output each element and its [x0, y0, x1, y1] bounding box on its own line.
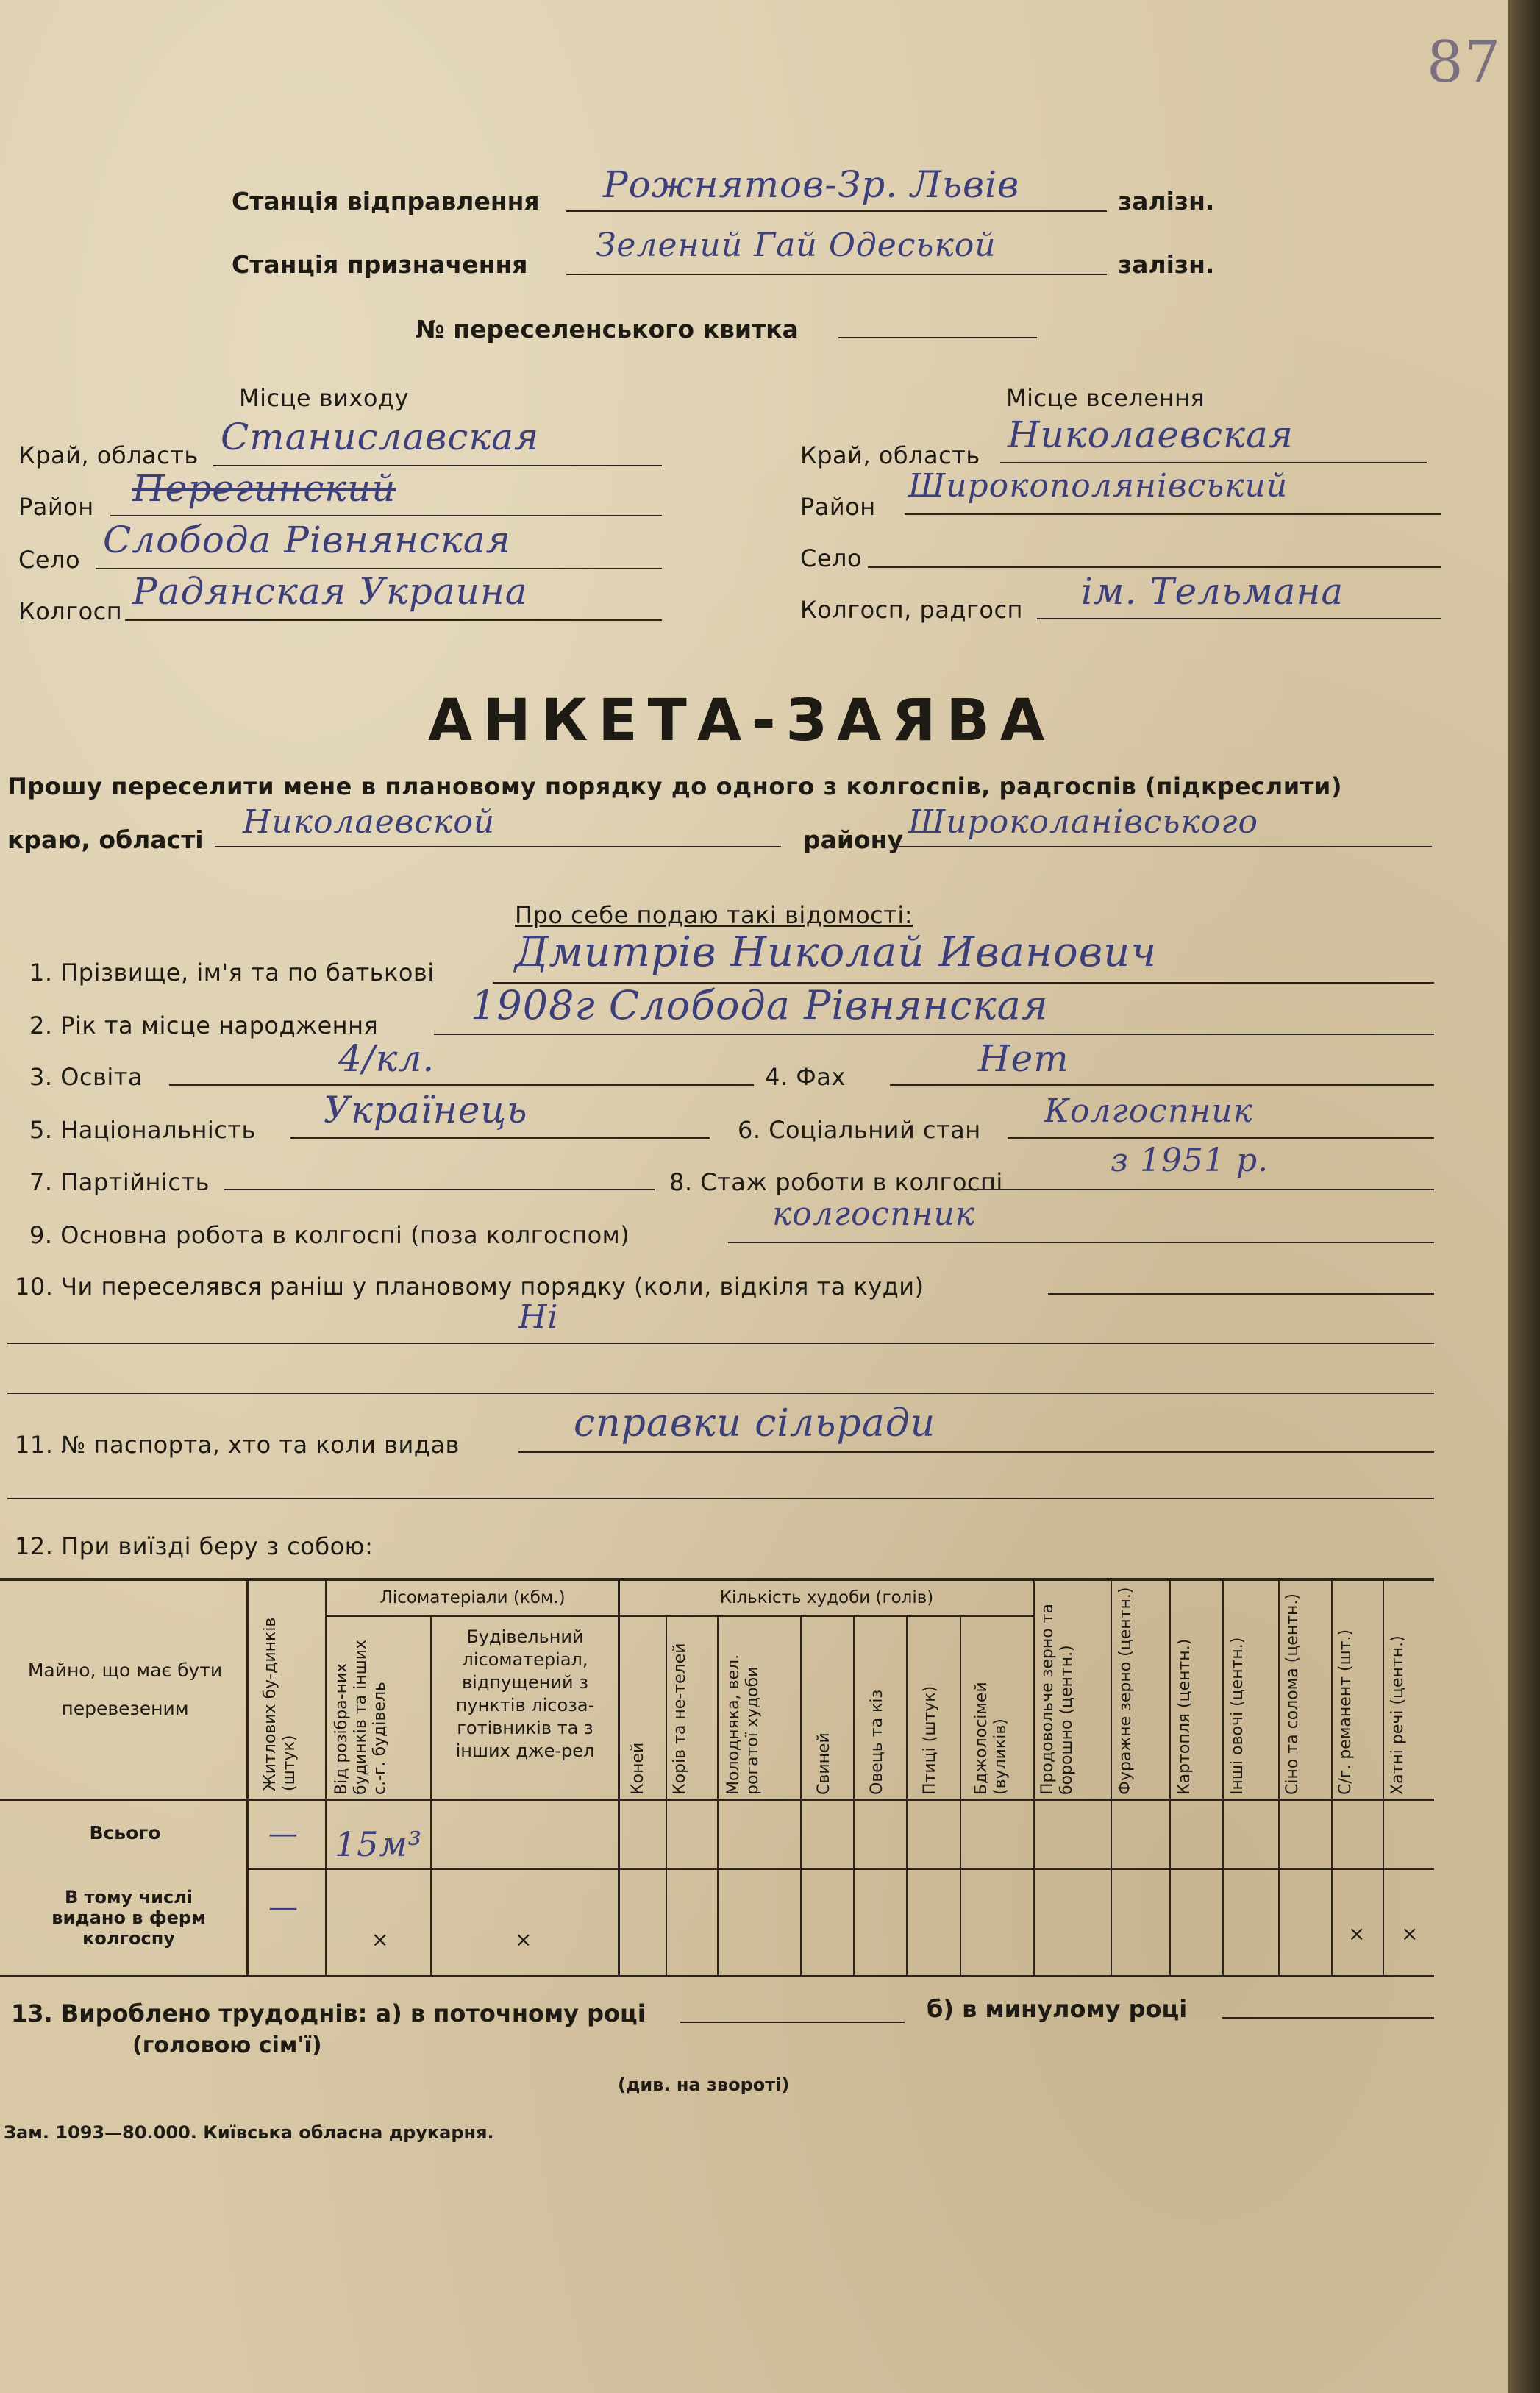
f7-label: 7. Партійність [29, 1168, 210, 1196]
col-building-timber: Будівельний лісоматеріал, відпущений з пунктів лісоза-готівників та з інших дже-рел [455, 1626, 595, 1761]
col-rule [1383, 1578, 1384, 1975]
origin-kolhosp-label: Колгосп [18, 597, 123, 625]
origin-region-line [213, 465, 662, 466]
dest-kolhosp-label: Колгосп, радгосп [800, 596, 1023, 624]
col-equipment: С/г. реманент (шт.) [1336, 1629, 1355, 1795]
col-hay: Сіно та солома (центн.) [1283, 1593, 1302, 1795]
ticket-line [838, 337, 1037, 338]
f1-value: Дмитрів Николай Иванович [515, 928, 1158, 976]
f13-b-label: б) в минулому році [927, 1995, 1188, 2023]
dest-village-line [868, 566, 1441, 568]
col-rule [1278, 1578, 1280, 1975]
col-rule [800, 1617, 802, 1975]
livestock-group-header: Кількість худоби (голів) [719, 1588, 934, 1607]
f11-label: 11. № паспорта, хто та коли видав [15, 1431, 460, 1459]
f11-line [518, 1451, 1434, 1453]
table-row-rule [246, 1868, 1434, 1870]
col-vegetables: Інші овочі (центн.) [1228, 1637, 1247, 1795]
x-mark: × [1348, 1921, 1366, 1946]
dest-district-line [905, 513, 1441, 515]
col-young-cattle: Молодняка, вел. рогатої худоби [724, 1654, 762, 1795]
col-dismantled: Від розібра-них будинків та інших с.-г. будівель [332, 1639, 389, 1795]
col-rule [618, 1578, 620, 1975]
total-housing-value: — [268, 1817, 299, 1851]
f7-line [224, 1189, 655, 1190]
row-total-label: Всього [89, 1822, 161, 1843]
request-region-label: краю, області [7, 825, 204, 854]
destination-suffix: залізн. [1118, 250, 1215, 279]
f8-line [958, 1189, 1434, 1190]
x-mark: × [1401, 1921, 1419, 1946]
scan-edge [1508, 0, 1540, 2393]
livestock-group-rule [618, 1615, 1033, 1617]
see-reverse: (див. на звороті) [618, 2074, 790, 2095]
origin-district-label: Район [18, 493, 94, 521]
departure-value: Рожнятов-Зр. Львів [603, 163, 1020, 206]
col-rule [1222, 1578, 1224, 1975]
dest-kolhosp-value: ім. Тельмана [1081, 570, 1344, 613]
request-line: Прошу переселити мене в плановому порядку до одного з колгоспів, радгоспів (підкреслити) [7, 772, 1343, 800]
request-region-line [215, 846, 781, 847]
dest-village-label: Село [800, 544, 863, 572]
f2-label: 2. Рік та місце народження [29, 1011, 379, 1039]
f13-label: 13. Вироблено трудоднів: а) в поточному році [11, 1999, 646, 2027]
f9-line [728, 1242, 1434, 1243]
ticket-label: № переселенського квитка [416, 315, 799, 344]
destination-value: Зелений Гай Одеськой [596, 227, 997, 264]
timber-group-header: Лісоматеріали (кбм.) [379, 1588, 566, 1607]
col-sheep: Овець та кіз [868, 1689, 886, 1795]
col-cows: Корів та не-телей [671, 1643, 689, 1795]
f3-line [169, 1084, 754, 1086]
dest-kolhosp-line [1037, 618, 1441, 619]
f11-line-2 [7, 1498, 1434, 1499]
page-corner-number: 87 [1427, 29, 1502, 96]
f1-label: 1. Прізвище, ім'я та по батькові [29, 959, 435, 986]
col-household: Хатні речі (центн.) [1389, 1635, 1407, 1795]
col-rule [960, 1617, 961, 1975]
f10-line-2 [7, 1343, 1434, 1344]
request-district-line [899, 846, 1432, 847]
col-rule [666, 1617, 667, 1975]
f3-label: 3. Освіта [29, 1063, 143, 1091]
col-rule [1331, 1578, 1333, 1975]
f10-label: 10. Чи переселявся раніш у плановому порядку (коли, відкіля та куди) [15, 1273, 924, 1301]
f10-value: Ні [518, 1298, 559, 1336]
f8-label: 8. Стаж роботи в колгоспі [669, 1168, 1003, 1196]
f13-line-b [1222, 2017, 1434, 2019]
col-rule [717, 1617, 719, 1975]
col-horses: Коней [629, 1742, 647, 1795]
col-rule [430, 1617, 432, 1975]
dest-district-label: Район [800, 493, 876, 521]
origin-village-line [96, 568, 662, 569]
col-rule [1033, 1578, 1035, 1975]
dest-region-value: Николаевская [1008, 413, 1294, 456]
origin-village-value: Слобода Рівнянская [103, 519, 511, 561]
table-bottom-rule [0, 1975, 1434, 1977]
departure-line [566, 210, 1107, 212]
table-row-header: Майно, що має бути перевезеним [27, 1660, 223, 1719]
col-rule [1169, 1578, 1171, 1975]
f9-label: 9. Основна робота в колгоспі (поза колгоспом) [29, 1221, 630, 1249]
origin-kolhosp-value: Радянская Украина [132, 570, 528, 613]
origin-district-value: Перегинский [132, 467, 396, 510]
col-birds: Птиці (штук) [921, 1685, 939, 1795]
f2-value: 1908г Слобода Рівнянская [471, 982, 1049, 1028]
col-rule [246, 1578, 249, 1975]
dest-region-line [1000, 462, 1427, 463]
page-title: АНКЕТА-ЗАЯВА [428, 688, 1055, 754]
f9-value: колгоспник [772, 1195, 976, 1233]
dest-district-value: Широкополянівський [908, 467, 1288, 505]
f6-line [1008, 1137, 1434, 1139]
f4-line [890, 1084, 1434, 1086]
f5-label: 5. Національність [29, 1116, 256, 1144]
issued-housing-value: — [268, 1891, 299, 1924]
origin-district-line [110, 515, 662, 516]
total-dismantled-value: 15м³ [335, 1824, 423, 1864]
f3-value: 4/кл. [338, 1037, 435, 1080]
departure-label: Станція відправлення [232, 187, 540, 216]
request-district-value: Широколанівського [908, 803, 1258, 841]
col-rule [906, 1617, 908, 1975]
f5-value: Українець [324, 1089, 528, 1131]
col-housing: Житлових бу-динків (штук) [261, 1617, 299, 1791]
col-pigs: Свиней [815, 1732, 833, 1795]
destination-label: Станція призначення [232, 250, 528, 279]
col-fodder: Фуражне зерно (центн.) [1116, 1587, 1135, 1795]
origin-village-label: Село [18, 546, 81, 574]
destination-line [566, 274, 1107, 275]
col-food-grain: Продовольче зерно та борошно (центн.) [1038, 1604, 1076, 1795]
col-bees: Бджолосімей (вуликів) [972, 1682, 1010, 1795]
f13-sub: (головою сім'ї) [132, 2033, 322, 2058]
request-region-value: Николаевской [243, 803, 496, 841]
row-issued-label: В тому числі видано в ферм колгоспу [51, 1887, 206, 1949]
table-top-rule [0, 1578, 1434, 1581]
dest-region-label: Край, область [800, 441, 980, 469]
f6-label: 6. Соціальний стан [738, 1116, 981, 1144]
f6-value: Колгоспник [1044, 1092, 1253, 1130]
departure-suffix: залізн. [1118, 187, 1215, 216]
origin-region-value: Станиславская [221, 416, 540, 458]
x-mark: × [515, 1927, 532, 1952]
origin-kolhosp-line [125, 619, 662, 621]
f4-value: Нет [978, 1037, 1069, 1080]
f8-value: з 1951 р. [1111, 1142, 1269, 1179]
f4-label: 4. Фах [765, 1063, 846, 1091]
col-rule [1111, 1578, 1112, 1975]
request-district-label: району [803, 825, 903, 854]
col-rule [325, 1578, 327, 1975]
f2-line [434, 1034, 1434, 1035]
f10-line-3 [7, 1393, 1434, 1394]
col-rule [853, 1617, 855, 1975]
origin-region-label: Край, область [18, 441, 199, 469]
x-mark: × [371, 1927, 389, 1952]
f13-line-a [680, 2022, 905, 2023]
f5-line [290, 1137, 710, 1139]
origin-heading: Місце виходу [239, 384, 409, 412]
f11-value: справки сільради [574, 1401, 936, 1446]
info-heading: Про себе подаю такі відомості: [515, 901, 913, 929]
timber-group-rule [325, 1615, 618, 1617]
print-info: Зам. 1093—80.000. Київська обласна друкарня. [4, 2122, 494, 2143]
f10-line [1048, 1293, 1434, 1295]
f12-label: 12. При виїзді беру з собою: [15, 1532, 374, 1560]
destination-heading: Місце вселення [1006, 384, 1205, 412]
col-potato: Картопля (центн.) [1175, 1638, 1194, 1795]
